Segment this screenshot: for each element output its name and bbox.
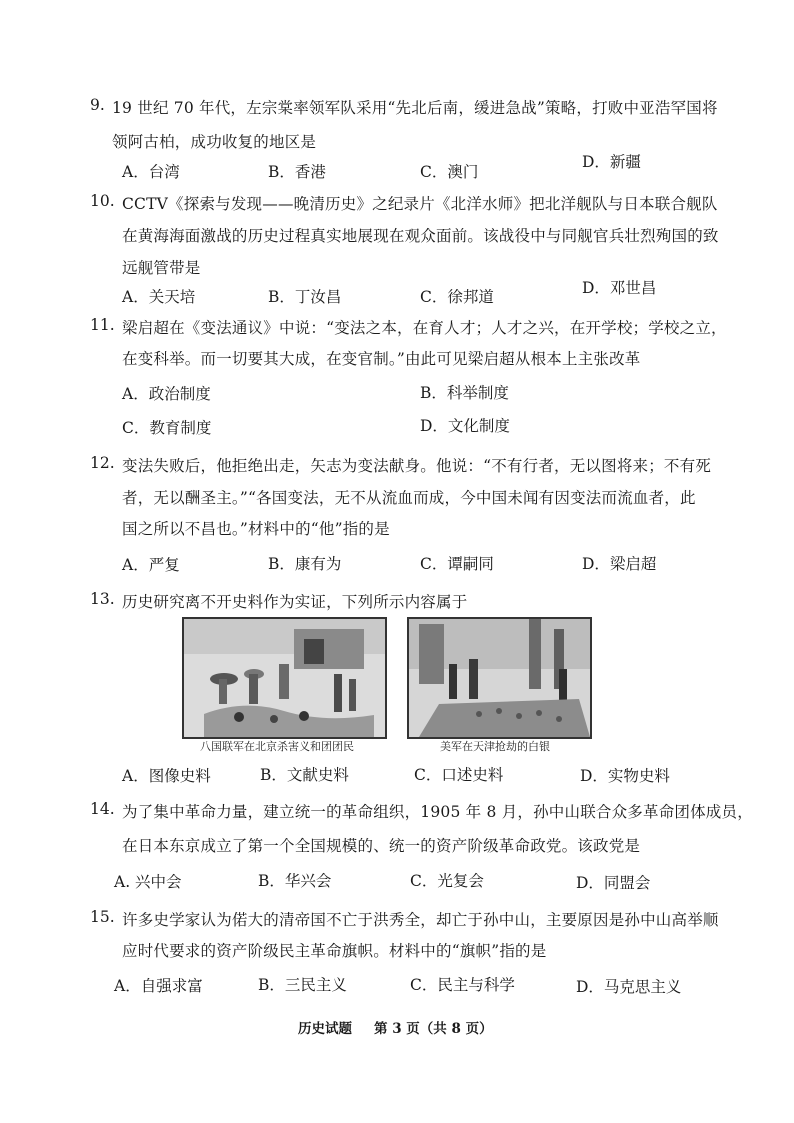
- question-number: 12.: [90, 454, 115, 472]
- option-d: D．实物史料: [580, 767, 670, 785]
- option-d: D．马克思主义: [576, 978, 682, 996]
- option-d: D．新疆: [582, 153, 641, 171]
- option-a: A. 兴中会: [114, 873, 182, 891]
- option-d: D．梁启超: [582, 555, 657, 573]
- question-text: 变法失败后，他拒绝出走，矢志为变法献身。他说：“不有行者，无以图将来；不有死: [122, 457, 712, 475]
- photo-2-caption: 美军在天津抢劫的白银: [440, 740, 550, 753]
- question-text: 梁启超在《变法通议》中说：“变法之本，在育人才；人才之兴，在开学校；学校之立，: [122, 319, 727, 337]
- question-text: 许多史学家认为偌大的清帝国不亡于洪秀全，却亡于孙中山，主要原因是孙中山高举顺: [122, 911, 719, 929]
- question-text: 19 世纪 70 年代，左宗棠率领军队采用“先北后南，缓进急战”策略，打败中亚浩罕国将: [112, 99, 718, 117]
- question-text: 应时代要求的资产阶级民主革命旗帜。材料中的“旗帜”指的是: [122, 942, 547, 960]
- option-b: B．科举制度: [420, 384, 509, 402]
- option-c: C．教育制度: [122, 419, 212, 437]
- option-b: B．香港: [268, 163, 326, 181]
- option-a: A．严复: [122, 556, 180, 574]
- question-number: 13.: [90, 590, 115, 608]
- option-c: C．谭嗣同: [420, 555, 494, 573]
- question-text: 国之所以不昌也。”材料中的“他”指的是: [122, 520, 390, 538]
- option-b: B．丁汝昌: [268, 288, 342, 306]
- option-a: A．图像史料: [122, 767, 211, 785]
- option-a: A．政治制度: [122, 385, 211, 403]
- option-b: B．康有为: [268, 555, 342, 573]
- option-c: C．口述史料: [414, 766, 504, 784]
- option-d: D．文化制度: [420, 417, 510, 435]
- option-a: A．关天培: [122, 288, 196, 306]
- option-d: D．邓世昌: [582, 279, 657, 297]
- option-c: C．民主与科学: [410, 976, 515, 994]
- footer-page-number: 第 3 页（共 8 页）: [374, 1021, 493, 1037]
- option-c: C．徐邦道: [420, 288, 494, 306]
- footer-subject: 历史试题: [298, 1021, 352, 1037]
- question-text: 为了集中革命力量，建立统一的革命组织，1905 年 8 月，孙中山联合众多革命团体成员，: [122, 803, 753, 821]
- question-number: 14.: [90, 800, 115, 818]
- question-text: 在变科举。而一切要其大成，在变官制。”由此可见梁启超从根本上主张改革: [122, 350, 641, 368]
- question-text: 在黄海海面激战的历史过程真实地展现在观众面前。该战役中与同舰官兵壮烈殉国的致: [122, 227, 719, 245]
- option-b: B．华兴会: [258, 872, 332, 890]
- question-number: 9.: [90, 96, 105, 114]
- question-text: 历史研究离不开史料作为实证，下列所示内容属于: [122, 593, 468, 611]
- option-d: D．同盟会: [576, 874, 651, 892]
- historical-photo-2: [407, 617, 592, 739]
- option-a: A．自强求富: [114, 977, 203, 995]
- question-number: 10.: [90, 192, 115, 210]
- historical-photo-1: [182, 617, 387, 739]
- option-b: B．三民主义: [258, 976, 347, 994]
- photo-1-caption: 八国联军在北京杀害义和团团民: [200, 740, 354, 753]
- question-number: 11.: [90, 316, 115, 334]
- option-b: B．文献史料: [260, 766, 349, 784]
- question-text: 领阿古柏，成功收复的地区是: [112, 133, 317, 151]
- photo-2-image: [409, 619, 590, 737]
- question-text: 者，无以酬圣主。”“各国变法，无不从流血而成，今中国未闻有因变法而流血者，此: [122, 489, 696, 507]
- question-number: 15.: [90, 908, 115, 926]
- option-a: A．台湾: [122, 163, 180, 181]
- photo-1-image: [184, 619, 385, 737]
- option-c: C．澳门: [420, 163, 479, 181]
- question-text: 远舰管带是: [122, 259, 201, 277]
- option-c: C．光复会: [410, 872, 484, 890]
- question-text: 在日本东京成立了第一个全国规模的、统一的资产阶级革命政党。该政党是: [122, 837, 641, 855]
- question-text: CCTV《探索与发现——晚清历史》之纪录片《北洋水师》把北洋舰队与日本联合舰队: [122, 195, 718, 213]
